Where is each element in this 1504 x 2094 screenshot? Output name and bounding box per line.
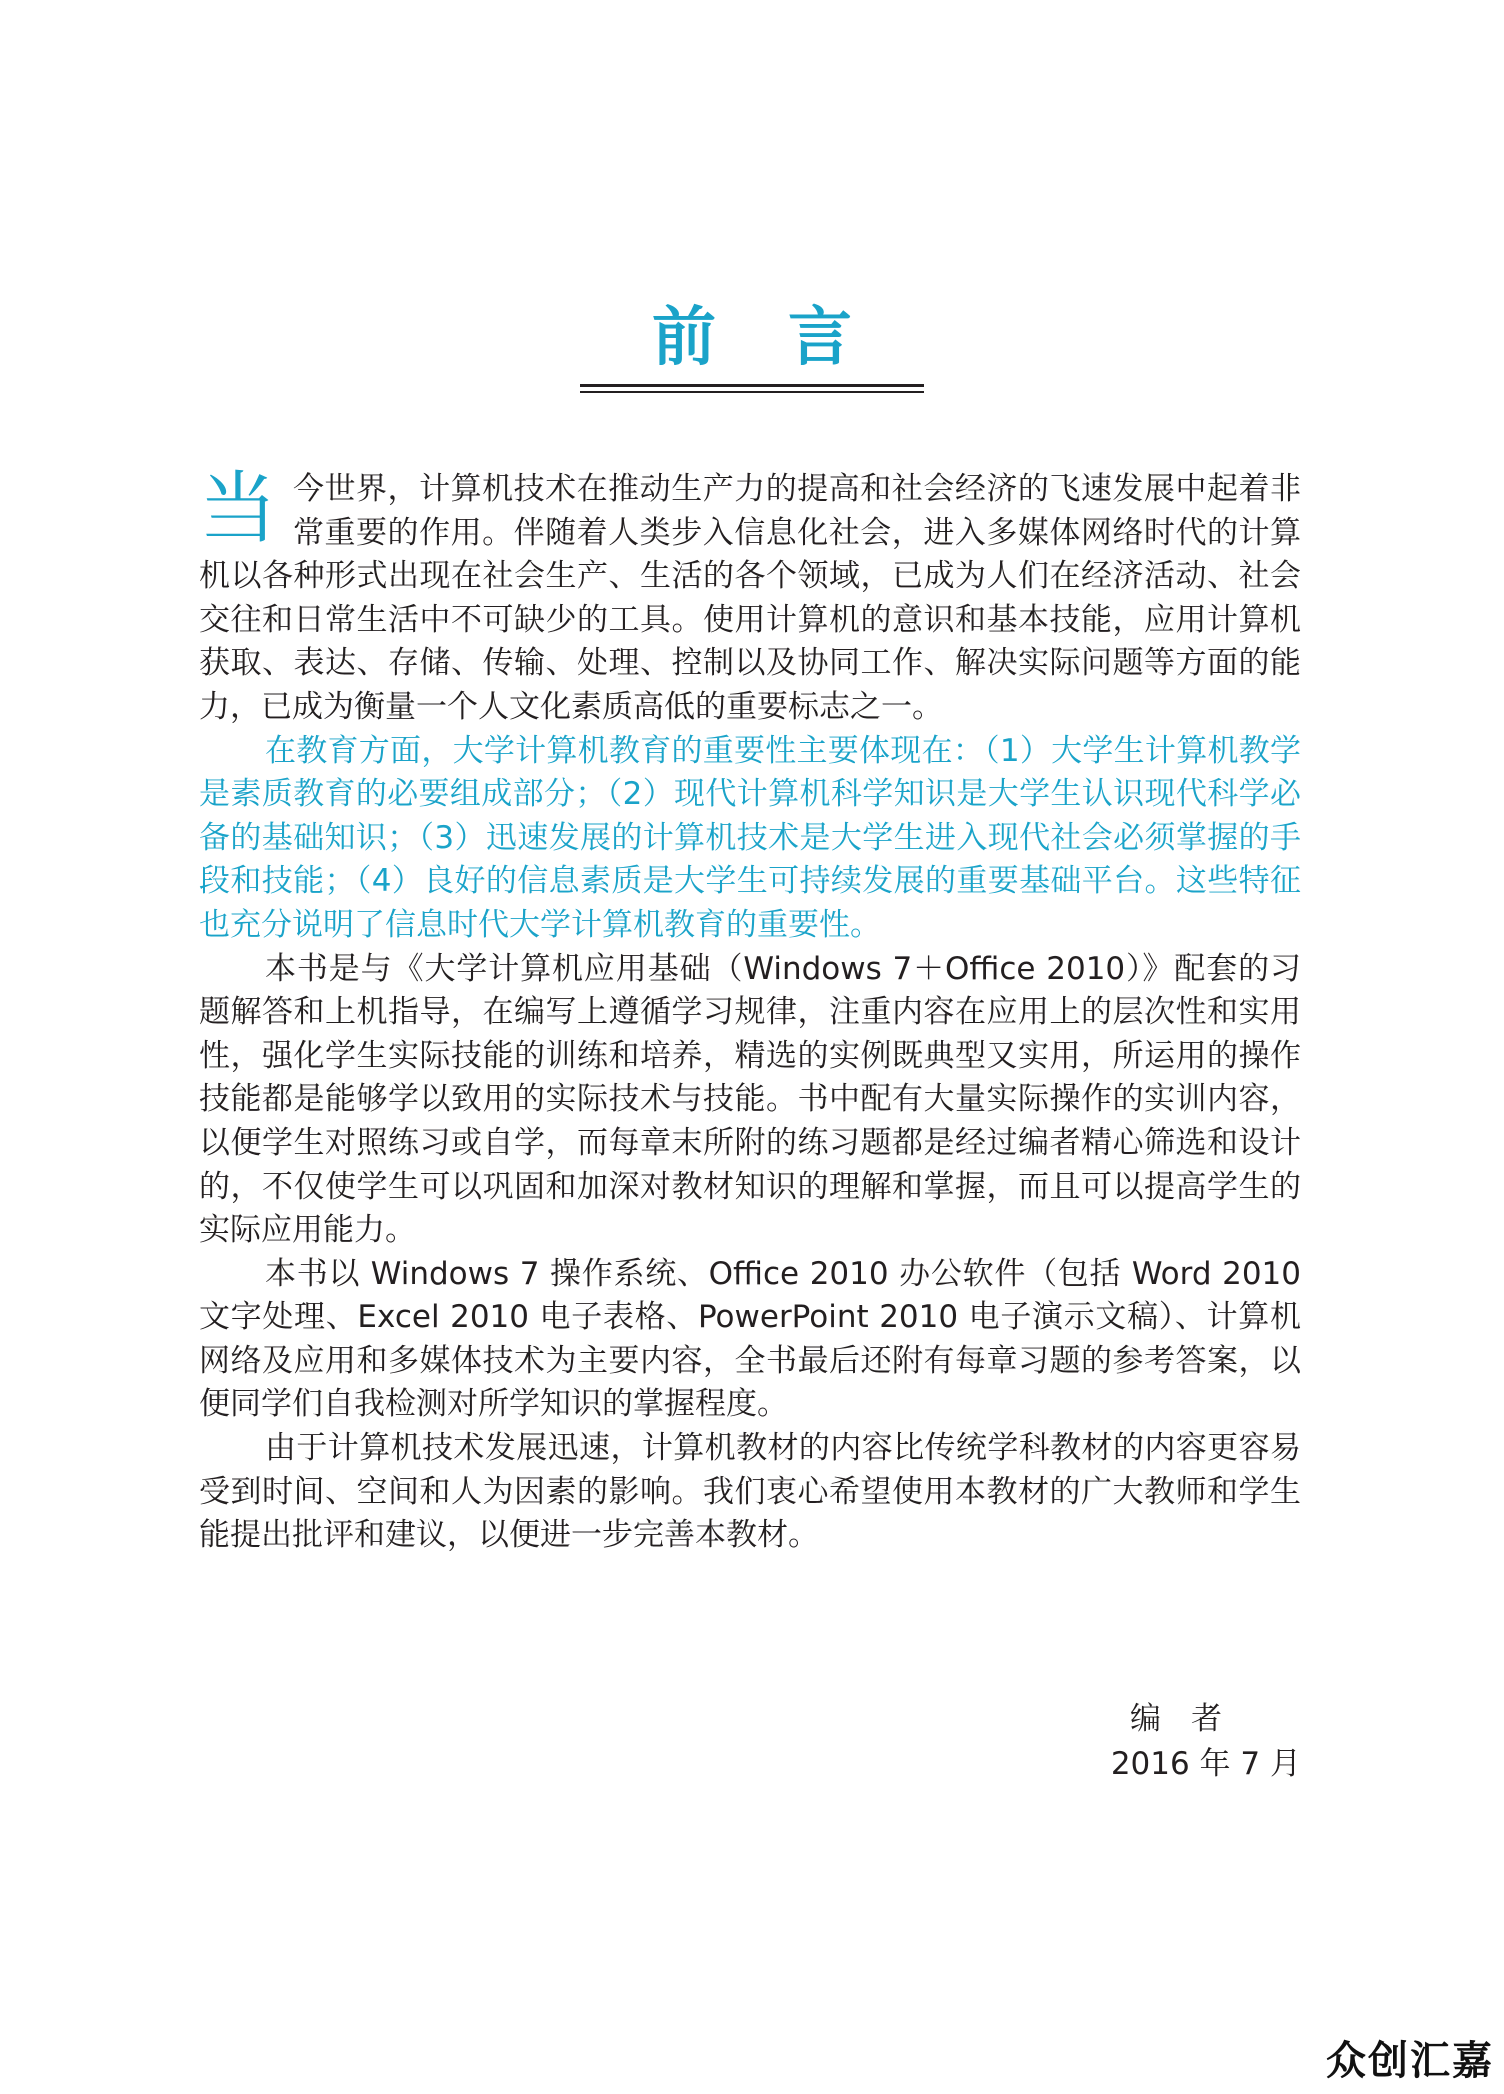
paragraph-1-text: 今世界，计算机技术在推动生产力的提高和社会经济的飞速发展中起着非常重要的作用。伴随着人类步入信息化社会，进入多媒体网络时代的计算机以各种形式出现在社会生产、生活的各个领域，已成为人们在经济活动、社会交往和日常生活中不可缺少的工具。使用计算机的意识和基本技能，应用计算机获取、表达、存储、传输、处理、控制以及协同工作、解决实际问题等方面的能力，已成为衡量一个人文化素质高低的重要标志之一。 [199, 471, 1301, 725]
paragraph-4: 本书以 Windows 7 操作系统、Office 2010 办公软件（包括 Word 2010 文字处理、Excel 2010 电子表格、PowerPoint 2010 电子演示文稿）、计算机网络及应用和多媒体技术为主要内容，全书最后还附有每章习题的参考答案，以便同学们自我检测对所学知识的掌握程度。 [199, 1255, 1301, 1423]
watermark-logo: 众创汇嘉 [1326, 2038, 1494, 2084]
paragraph-5: 由于计算机技术发展迅速，计算机教材的内容比传统学科教材的内容更容易受到时间、空间和人为因素的影响。我们衷心希望使用本教材的广大教师和学生能提出批评和建议，以便进一步完善本教材。 [199, 1430, 1301, 1554]
signature-author: 编者 [1130, 1701, 1252, 1737]
signature-date: 2016 年 7 月 [1110, 1746, 1301, 1782]
page-title: 前言 [580, 298, 924, 387]
title-wrap [0, 298, 1504, 387]
paragraph-3: 本书是与《大学计算机应用基础（Windows 7＋Office 2010）》配套的习题解答和上机指导，在编写上遵循学习规律，注重内容在应用上的层次性和实用性，强化学生实际技能的训练和培养，精选的实例既典型又实用，所运用的操作技能都是能够学以致用的实际技术与技能。书中配有大量实际操作的实训内容，以便学生对照练习或自学，而每章末所附的练习题都是经过编者精心筛选和设计的，不仅使学生可以巩固和加深对教材知识的理解和掌握，而且可以提高学生的实际应用能力。 [199, 950, 1301, 1249]
paragraph-1 [199, 464, 1301, 730]
drop-cap: 当 [199, 464, 278, 554]
paragraph-2: 在教育方面，大学计算机教育的重要性主要体现在：（1）大学生计算机教学是素质教育的必要组成部分；（2）现代计算机科学知识是大学生认识现代科学必备的基础知识；（3）迅速发展的计算机技术是大学生进入现代社会必须掌握的手段和技能；（4）良好的信息素质是大学生可持续发展的重要基础平台。这些特征也充分说明了信息时代大学计算机教育的重要性。 [199, 732, 1301, 943]
preface-body [199, 464, 1301, 1558]
